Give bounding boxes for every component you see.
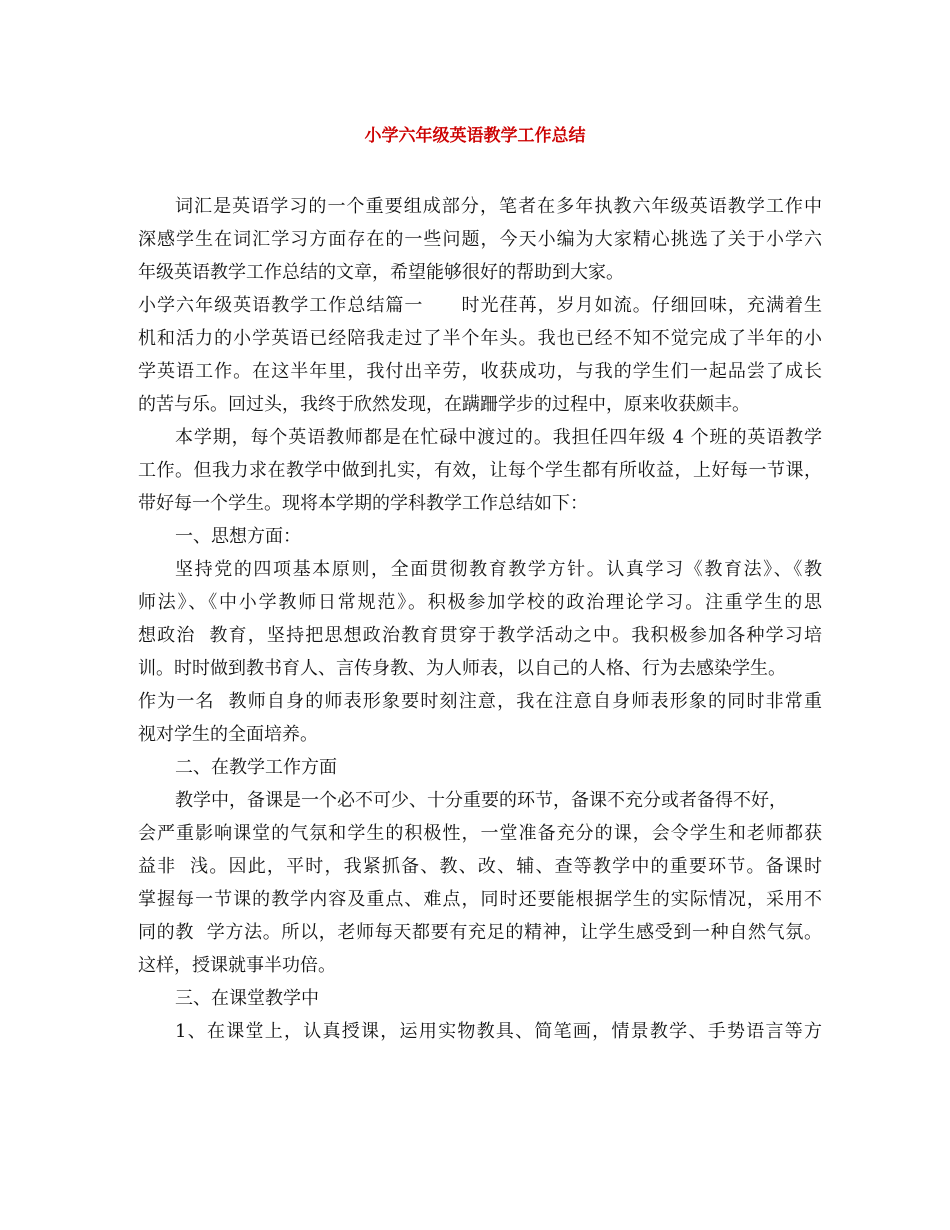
document-title: 小学六年级英语教学工作总结 xyxy=(364,126,586,146)
text-line: 益非 浅。因此，平时，我紧抓备、教、改、辅、查等教学中的重要环节。备课时 xyxy=(138,856,822,877)
text-line: 坚持党的四项基本原则，全面贯彻教育教学方针。认真学习《教育法》、《教 xyxy=(175,559,822,580)
text-line: 小学六年级英语教学工作总结篇一 时光荏苒，岁月如流。仔细回味，充满着生 xyxy=(138,295,822,316)
text-line: 词汇是英语学习的一个重要组成部分，笔者在多年执教六年级英语教学工作中 xyxy=(175,196,822,217)
text-line: 想政治 教育，坚持把思想政治教育贯穿于教学活动之中。我积极参加各种学习培 xyxy=(138,625,822,646)
text-line: 的苦与乐。回过头，我终于欣然发现，在蹒跚学步的过程中，原来收获颇丰。 xyxy=(138,394,750,415)
text-line: 机和活力的小学英语已经陪我走过了半个年头。我也已经不知不觉完成了半年的小 xyxy=(138,328,822,349)
text-line: 1、在课堂上，认真授课，运用实物教具、简笔画，情景教学、手势语言等方 xyxy=(175,1021,822,1042)
text-line: 学英语工作。在这半年里，我付出辛劳，收获成功，与我的学生们一起品尝了成长 xyxy=(138,361,822,382)
text-line: 掌握每一节课的教学内容及重点、难点，同时还要能根据学生的实际情况，采用不 xyxy=(138,889,822,910)
text-line: 训。时时做到教书育人、言传身教、为人师表，以自己的人格、行为去感染学生。 xyxy=(138,658,786,679)
text-line: 教学中，备课是一个必不可少、十分重要的环节，备课不充分或者备得不好， xyxy=(175,790,787,811)
text-line: 本学期，每个英语教师都是在忙碌中渡过的。我担任四年级 4 个班的英语教学 xyxy=(175,427,822,448)
text-line: 这样，授课就事半功倍。 xyxy=(138,955,336,976)
text-line: 深感学生在词汇学习方面存在的一些问题，今天小编为大家精心挑选了关于小学六 xyxy=(138,229,822,250)
section-heading: 三、在课堂教学中 xyxy=(175,988,319,1009)
text-line: 会严重影响课堂的气氛和学生的积极性，一堂准备充分的课，会令学生和老师都获 xyxy=(138,823,822,844)
text-line: 带好每一个学生。现将本学期的学科教学工作总结如下： xyxy=(138,493,588,514)
document-body xyxy=(138,190,822,1048)
text-line: 师法》、《中小学教师日常规范》。积极参加学校的政治理论学习。注重学生的思 xyxy=(138,592,822,613)
text-line: 视对学生的全面培养。 xyxy=(138,724,318,745)
text-line: 作为一名 教师自身的师表形象要时刻注意，我在注意自身师表形象的同时非常重 xyxy=(138,691,822,712)
text-line: 工作。但我力求在教学中做到扎实，有效，让每个学生都有所收益，上好每一节课， xyxy=(138,460,822,481)
text-line: 年级英语教学工作总结的文章，希望能够很好的帮助到大家。 xyxy=(138,262,624,283)
text-line: 同的教 学方法。所以，老师每天都要有充足的精神，让学生感受到一种自然气氛。 xyxy=(138,922,822,943)
section-heading: 二、在教学工作方面 xyxy=(175,757,337,778)
section-heading: 一、思想方面： xyxy=(175,526,301,547)
